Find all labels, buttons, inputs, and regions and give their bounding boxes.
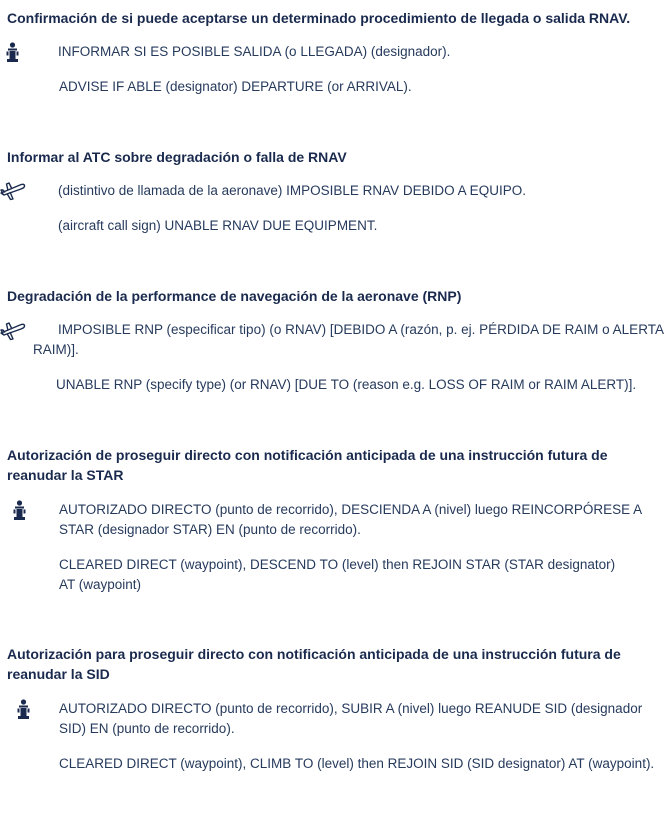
section-heading: Confirmación de si puede aceptarse un determinado procedimiento de llegada o salida RNAV. xyxy=(7,10,631,26)
controller-icon xyxy=(13,500,26,521)
section-heading: Degradación de la performance de navegación de la aeronave (RNP) xyxy=(7,288,462,304)
phraseology-en: CLEARED DIRECT (waypoint), DESCEND TO (level) then REJOIN STAR (STAR designator) AT (waypoint) xyxy=(59,557,616,592)
phraseology-es: IMPOSIBLE RNP (especificar tipo) (o RNAV) [DEBIDO A (razón, p. ej. PÉRDIDA DE RAIM o ALERTA RAIM)]. xyxy=(33,322,664,357)
phraseology-es: AUTORIZADO DIRECTO (punto de recorrido), DESCIENDA A (nivel) luego REINCORPÓRESE A STAR (designador STAR) EN (punto de recorrido). xyxy=(59,502,642,537)
controller-icon xyxy=(6,42,19,63)
phraseology-en: UNABLE RNP (specify type) (or RNAV) [DUE TO (reason e.g. LOSS OF RAIM or RAIM ALERT)]. xyxy=(56,377,637,392)
aircraft-icon xyxy=(0,181,26,202)
phraseology-es: AUTORIZADO DIRECTO (punto de recorrido), SUBIR A (nivel) luego REANUDE SID (designador SID) EN (punto de recorrido). xyxy=(59,701,643,736)
section-heading: Autorización para proseguir directo con notificación anticipada de una instrucción futura de reanudar la SID xyxy=(7,646,621,682)
section-heading: Autorización de proseguir directo con notificación anticipada de una instrucción futura de reanudar la STAR xyxy=(7,447,608,483)
controller-icon xyxy=(17,699,30,720)
phraseology-en: ADVISE IF ABLE (designator) DEPARTURE (or ARRIVAL). xyxy=(59,79,412,94)
phraseology-en: (aircraft call sign) UNABLE RNAV DUE EQUIPMENT. xyxy=(58,218,378,233)
phraseology-en: CLEARED DIRECT (waypoint), CLIMB TO (level) then REJOIN SID (SID designator) AT (waypoint). xyxy=(59,756,655,771)
phraseology-es: INFORMAR SI ES POSIBLE SALIDA (o LLEGADA) (designador). xyxy=(58,44,451,59)
section-heading: Informar al ATC sobre degradación o falla de RNAV xyxy=(7,149,347,165)
aircraft-icon xyxy=(0,321,26,342)
phraseology-es: (distintivo de llamada de la aeronave) IMPOSIBLE RNAV DEBIDO A EQUIPO. xyxy=(58,183,526,198)
